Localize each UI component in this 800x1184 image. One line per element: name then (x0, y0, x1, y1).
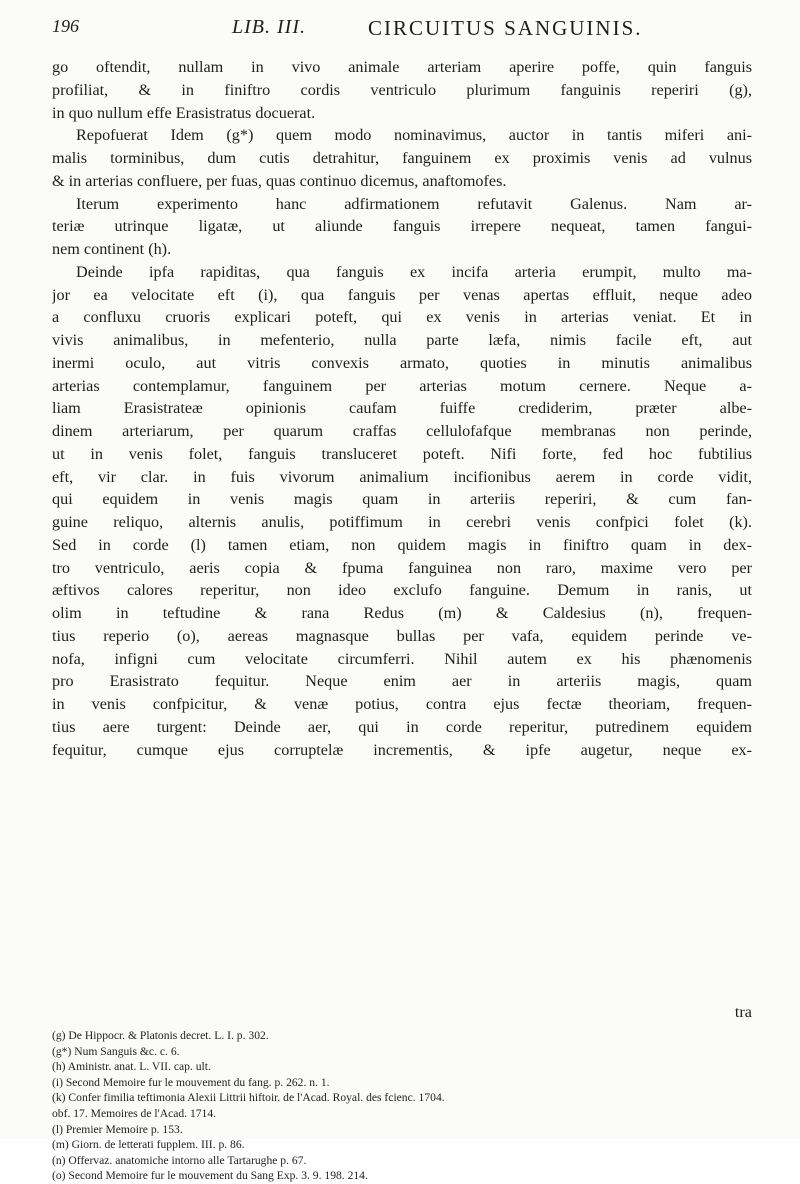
text-line: tro ventriculo, aeris copia & fpuma fanguinea non raro, maxime vero per (52, 558, 752, 577)
text-line: in venis confpicitur, & venæ potius, contra ejus fectæ theoriam, frequen- (52, 695, 752, 713)
footnote: (g*) Num Sanguis &c. c. 6. (52, 1044, 180, 1058)
text-line: qui equidem in venis magis quam in arteriis reperiri, & cum fan- (52, 490, 752, 509)
text-line: guine reliquo, alternis anulis, potiffimum in cerebri venis confpici folet (k). (52, 513, 752, 531)
footnote: (l) Premier Memoire p. 153. (52, 1122, 183, 1136)
text-line: Repofuerat Idem (g*) quem modo nominavimus, auctor in tantis miferi ani- (76, 126, 752, 145)
text-line: vivis animalibus, in mefenterio, nulla parte læfa, nimis facile eft, aut (52, 331, 752, 349)
footnote: (n) Offervaz. anatomiche intorno alle Tartarughe p. 67. (52, 1153, 307, 1167)
text-line: dinem arteriarum, per quarum craffas cellulofafque membranas non perinde, (52, 422, 752, 440)
text-line: Deinde ipfa rapiditas, qua fanguis ex incifa arteria erumpit, multo ma- (76, 262, 752, 281)
footnote: (h) Aministr. anat. L. VII. cap. ult. (52, 1060, 211, 1074)
text-line: a confluxu cruoris explicari poteft, qui ex venis in arterias veniat. Et in (52, 308, 752, 327)
text-line: pro Erasistrato fequitur. Neque enim aer in arteriis magis, quam (52, 672, 752, 691)
footnote: (g) De Hippocr. & Platonis decret. L. I. p. 302. (52, 1029, 269, 1042)
text-line: nofa, infigni cum velocitate circumferri. Nihil autem ex his phænomenis (52, 649, 752, 668)
catchword: tra (734, 1003, 752, 1021)
text-line: jor ea velocitate eft (i), qua fanguis per venas apertas effluit, neque adeo (52, 285, 752, 304)
footnote: (k) Confer fimilia teftimonia Alexii Littrii hiftoir. de l'Acad. Royal. des fcienc. 1704. (52, 1091, 445, 1105)
text-line: nem continent (h). (52, 240, 172, 258)
text-line: go oftendit, nullam in vivo animale arteriam aperire poffe, quin fanguis (52, 58, 752, 76)
text-line: æftivos calores reperitur, non ideo exclufo fanguine. Demum in ranis, ut (52, 581, 752, 600)
text-line: ut in venis folet, fanguis transluceret poteft. Nifi forte, fed hoc fubtilius (52, 444, 752, 463)
footnote: (m) Giorn. de letterati fupplem. III. p. 86. (52, 1138, 245, 1152)
text-line: liam Erasistrateæ opinionis caufam fuiffe crediderim, præter albe- (52, 399, 752, 418)
page-number: 196 (52, 16, 79, 36)
text-line: arterias contemplamur, fanguinem per arterias motum cernere. Neque a- (52, 376, 752, 395)
text-line: olim in teftudine & rana Redus (m) & Caldesius (n), frequen- (52, 604, 752, 622)
footnote: (o) Second Memoire fur le mouvement du Sang Exp. 3. 9. 198. 214. (52, 1169, 368, 1183)
text-line: Sed in corde (l) tamen etiam, non quidem magis in finiftro quam in dex- (52, 535, 752, 554)
book-label: LIB. III. (232, 16, 306, 38)
text-line: malis torminibus, dum cutis detrahitur, fanguinem ex proximis venis ad vulnus (52, 149, 752, 167)
footnote: (i) Second Memoire fur le mouvement du fang. p. 262. n. 1. (52, 1075, 330, 1089)
text-line: & in arterias confluere, per fuas, quas continuo dicemus, anaftomofes. (52, 171, 507, 190)
page-header (52, 16, 752, 44)
text-line: in quo nullum effe Erasistratus docuerat. (52, 103, 316, 122)
footnotes (52, 1028, 752, 1184)
main-text (52, 56, 752, 761)
text-line: profiliat, & in finiftro cordis ventriculo plurimum fanguinis reperiri (g), (52, 80, 752, 99)
text-line: inermi oculo, aut vitris convexis armato, quoties in minutis animalibus (52, 353, 752, 372)
text-line: tius aere turgent: Deinde aer, qui in corde reperitur, putredinem equidem (52, 717, 752, 736)
text-line: eft, vir clar. in fuis vivorum animalium incifionibus aerem in corde vidit, (52, 467, 752, 486)
text-line: Iterum experimento hanc adfirmationem refutavit Galenus. Nam ar- (76, 194, 752, 213)
footnote: obf. 17. Memoires de l'Acad. 1714. (52, 1106, 217, 1120)
text-line: tius reperio (o), aereas magnasque bullas per vafa, equidem perinde ve- (52, 626, 752, 645)
text-line: fequitur, cumque ejus corruptelæ incrementis, & ipfe augetur, neque ex- (52, 740, 752, 759)
running-title: CIRCUITUS SANGUINIS. (368, 16, 643, 40)
text-line: teriæ utrinque ligatæ, ut aliunde fanguis irrepere nequeat, tamen fangui- (52, 217, 752, 236)
